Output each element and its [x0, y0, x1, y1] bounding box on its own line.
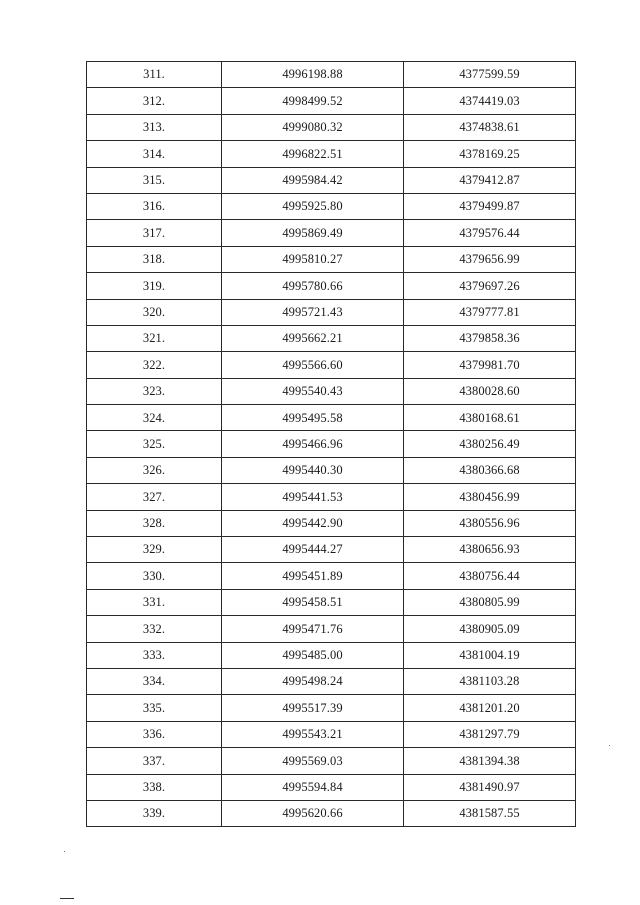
point-number-cell: 317.	[87, 220, 222, 246]
x-coordinate-cell: 4995810.27	[222, 246, 404, 272]
point-number-cell: 327.	[87, 484, 222, 510]
table-row	[87, 748, 576, 774]
x-coordinate-cell: 4995566.60	[222, 352, 404, 378]
x-coordinate-cell: 4995721.43	[222, 299, 404, 325]
point-number-cell: 319.	[87, 273, 222, 299]
table-row	[87, 273, 576, 299]
table-row	[87, 721, 576, 747]
table-row	[87, 88, 576, 114]
y-coordinate-cell: 4380905.09	[404, 616, 576, 642]
y-coordinate-cell: 4380366.68	[404, 457, 576, 483]
x-coordinate-cell: 4995485.00	[222, 642, 404, 668]
table-row	[87, 800, 576, 826]
point-number-cell: 339.	[87, 800, 222, 826]
point-number-cell: 331.	[87, 589, 222, 615]
y-coordinate-cell: 4379656.99	[404, 246, 576, 272]
table-row	[87, 299, 576, 325]
scan-speck	[609, 745, 610, 746]
y-coordinate-cell: 4374419.03	[404, 88, 576, 114]
y-coordinate-cell: 4379858.36	[404, 325, 576, 351]
x-coordinate-cell: 4995569.03	[222, 748, 404, 774]
table-row	[87, 431, 576, 457]
y-coordinate-cell: 4374838.61	[404, 114, 576, 140]
point-number-cell: 330.	[87, 563, 222, 589]
x-coordinate-cell: 4995543.21	[222, 721, 404, 747]
point-number-cell: 318.	[87, 246, 222, 272]
table-row	[87, 695, 576, 721]
x-coordinate-cell: 4995780.66	[222, 273, 404, 299]
x-coordinate-cell: 4995471.76	[222, 616, 404, 642]
x-coordinate-cell: 4996822.51	[222, 141, 404, 167]
y-coordinate-cell: 4379499.87	[404, 193, 576, 219]
table-row	[87, 537, 576, 563]
x-coordinate-cell: 4995540.43	[222, 378, 404, 404]
x-coordinate-cell: 4995441.53	[222, 484, 404, 510]
table-row	[87, 62, 576, 88]
table-row	[87, 484, 576, 510]
point-number-cell: 315.	[87, 167, 222, 193]
y-coordinate-cell: 4380556.96	[404, 510, 576, 536]
y-coordinate-cell: 4379981.70	[404, 352, 576, 378]
y-coordinate-cell: 4381490.97	[404, 774, 576, 800]
table-row	[87, 114, 576, 140]
table-row	[87, 589, 576, 615]
table-row	[87, 457, 576, 483]
x-coordinate-cell: 4999080.32	[222, 114, 404, 140]
x-coordinate-cell: 4998499.52	[222, 88, 404, 114]
point-number-cell: 320.	[87, 299, 222, 325]
y-coordinate-cell: 4380256.49	[404, 431, 576, 457]
table-row	[87, 563, 576, 589]
coordinates-table-body	[87, 62, 576, 827]
x-coordinate-cell: 4995662.21	[222, 325, 404, 351]
coordinates-table	[86, 61, 576, 827]
y-coordinate-cell: 4379576.44	[404, 220, 576, 246]
x-coordinate-cell: 4995620.66	[222, 800, 404, 826]
point-number-cell: 333.	[87, 642, 222, 668]
table-row	[87, 325, 576, 351]
x-coordinate-cell: 4995451.89	[222, 563, 404, 589]
x-coordinate-cell: 4995495.58	[222, 405, 404, 431]
y-coordinate-cell: 4381394.38	[404, 748, 576, 774]
point-number-cell: 329.	[87, 537, 222, 563]
table-row	[87, 774, 576, 800]
y-coordinate-cell: 4380656.93	[404, 537, 576, 563]
y-coordinate-cell: 4379412.87	[404, 167, 576, 193]
point-number-cell: 335.	[87, 695, 222, 721]
y-coordinate-cell: 4380456.99	[404, 484, 576, 510]
x-coordinate-cell: 4995442.90	[222, 510, 404, 536]
x-coordinate-cell: 4995984.42	[222, 167, 404, 193]
y-coordinate-cell: 4377599.59	[404, 62, 576, 88]
point-number-cell: 316.	[87, 193, 222, 219]
table-row	[87, 141, 576, 167]
table-row	[87, 167, 576, 193]
point-number-cell: 323.	[87, 378, 222, 404]
y-coordinate-cell: 4379777.81	[404, 299, 576, 325]
y-coordinate-cell: 4379697.26	[404, 273, 576, 299]
y-coordinate-cell: 4378169.25	[404, 141, 576, 167]
x-coordinate-cell: 4995440.30	[222, 457, 404, 483]
x-coordinate-cell: 4995517.39	[222, 695, 404, 721]
x-coordinate-cell: 4995869.49	[222, 220, 404, 246]
point-number-cell: 325.	[87, 431, 222, 457]
y-coordinate-cell: 4381587.55	[404, 800, 576, 826]
table-row	[87, 616, 576, 642]
x-coordinate-cell: 4995498.24	[222, 668, 404, 694]
scan-speck	[64, 851, 65, 852]
table-row	[87, 352, 576, 378]
table-row	[87, 193, 576, 219]
footer-mark	[60, 898, 74, 899]
table-row	[87, 220, 576, 246]
point-number-cell: 311.	[87, 62, 222, 88]
y-coordinate-cell: 4381004.19	[404, 642, 576, 668]
point-number-cell: 312.	[87, 88, 222, 114]
y-coordinate-cell: 4380168.61	[404, 405, 576, 431]
point-number-cell: 321.	[87, 325, 222, 351]
point-number-cell: 334.	[87, 668, 222, 694]
table-row	[87, 378, 576, 404]
point-number-cell: 324.	[87, 405, 222, 431]
table-row	[87, 405, 576, 431]
point-number-cell: 313.	[87, 114, 222, 140]
table-row	[87, 510, 576, 536]
point-number-cell: 326.	[87, 457, 222, 483]
x-coordinate-cell: 4995925.80	[222, 193, 404, 219]
point-number-cell: 338.	[87, 774, 222, 800]
x-coordinate-cell: 4995444.27	[222, 537, 404, 563]
point-number-cell: 328.	[87, 510, 222, 536]
y-coordinate-cell: 4380805.99	[404, 589, 576, 615]
point-number-cell: 332.	[87, 616, 222, 642]
y-coordinate-cell: 4381297.79	[404, 721, 576, 747]
point-number-cell: 314.	[87, 141, 222, 167]
x-coordinate-cell: 4995466.96	[222, 431, 404, 457]
point-number-cell: 322.	[87, 352, 222, 378]
y-coordinate-cell: 4381201.20	[404, 695, 576, 721]
point-number-cell: 337.	[87, 748, 222, 774]
x-coordinate-cell: 4995458.51	[222, 589, 404, 615]
point-number-cell: 336.	[87, 721, 222, 747]
y-coordinate-cell: 4380756.44	[404, 563, 576, 589]
table-row	[87, 668, 576, 694]
x-coordinate-cell: 4996198.88	[222, 62, 404, 88]
table-row	[87, 642, 576, 668]
y-coordinate-cell: 4380028.60	[404, 378, 576, 404]
y-coordinate-cell: 4381103.28	[404, 668, 576, 694]
x-coordinate-cell: 4995594.84	[222, 774, 404, 800]
table-row	[87, 246, 576, 272]
